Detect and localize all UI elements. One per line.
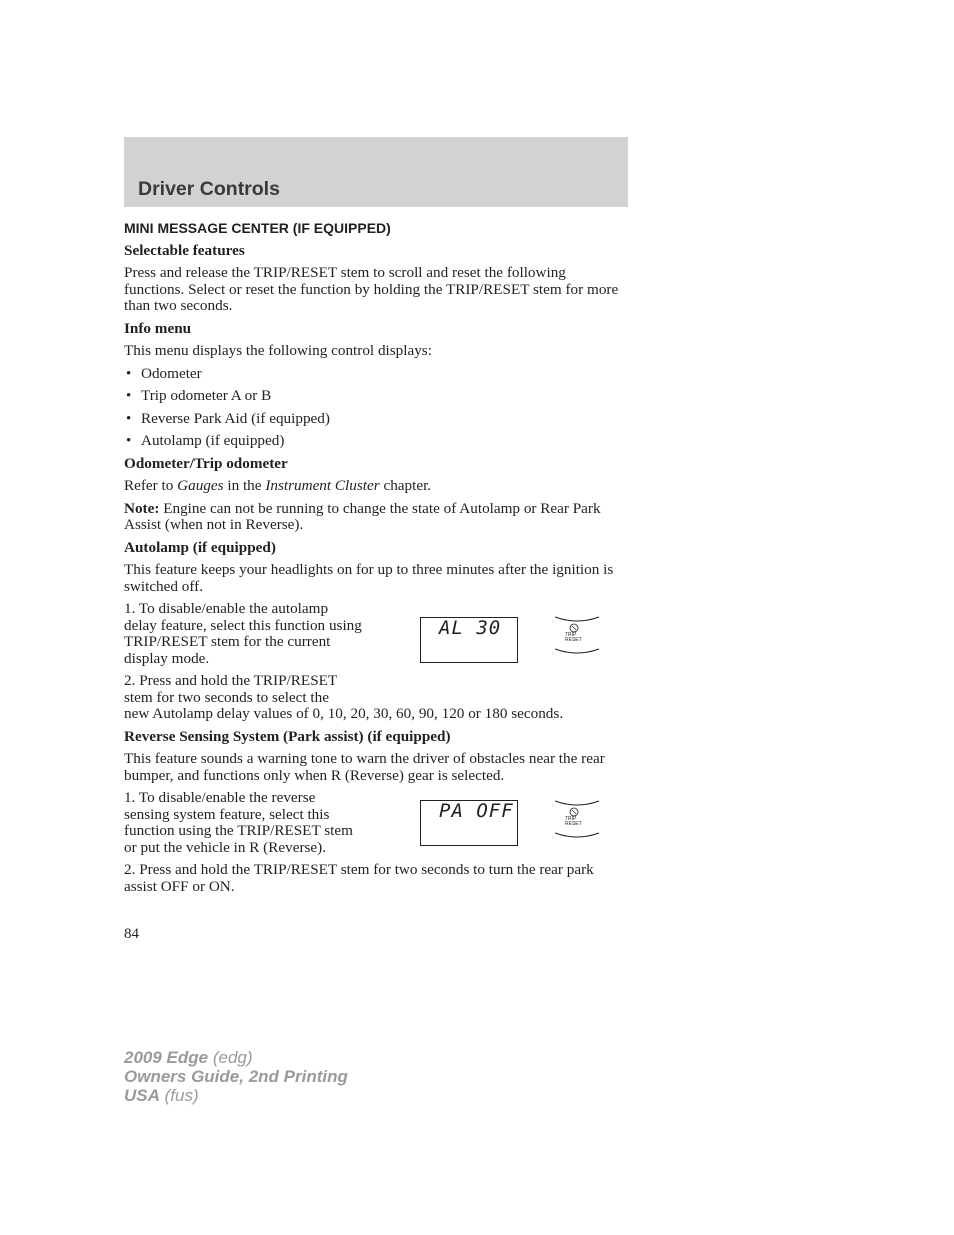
park-assist-display-readout: PA OFF (439, 800, 514, 822)
document-footer (124, 1048, 348, 1105)
reverse-sensing-text: This feature sounds a warning tone to warn the driver of obstacles near the rear bumper, and functions only when R (Reverse) gear is selected. (124, 750, 605, 784)
selectable-features-text: Press and release the TRIP/RESET stem to scroll and reset the following functions. Select or reset the function by holding the TRIP/RESET stem for more than two seconds. (124, 264, 619, 314)
odometer-heading: Odometer/Trip odometer (124, 454, 288, 472)
section-title: Driver Controls (138, 178, 280, 200)
reverse-step-1: 1. To disable/enable the reverse sensing system feature, select this function using the TRIP/RESET stem or put the vehicle in R (Reverse). (124, 789, 353, 856)
page-number: 84 (124, 926, 139, 942)
selectable-features-heading: Selectable features (124, 241, 245, 259)
park-assist-display-screen (420, 800, 518, 846)
list-item: • Odometer (124, 366, 629, 383)
list-item: • Reverse Park Aid (if equipped) (124, 411, 629, 428)
list-item: • Autolamp (if equipped) (124, 433, 629, 450)
autolamp-text: This feature keeps your headlights on for up to three minutes after the ignition is switched off. (124, 561, 614, 595)
section-header-band (124, 137, 628, 207)
info-menu-text: This menu displays the following control displays: (124, 342, 432, 359)
reverse-step-row (124, 790, 629, 856)
autolamp-step-row (124, 601, 629, 667)
footer-model: 2009 Edge (124, 1048, 209, 1067)
note-text: Note: Engine can not be running to change the state of Autolamp or Rear Park Assist (when not in Reverse). (124, 499, 601, 533)
autolamp-step-2b: new Autolamp delay values of 0, 10, 20, 30, 60, 90, 120 or 180 seconds. (124, 705, 564, 722)
footer-model-code: (edg) (208, 1048, 253, 1067)
instrument-cluster-reference: Instrument Cluster (265, 477, 380, 494)
info-menu-heading: Info menu (124, 319, 192, 337)
stem-reset-label: RESET (565, 637, 582, 643)
autolamp-display-screen (420, 617, 518, 663)
note-label: Note: (124, 499, 160, 517)
reverse-step-2: 2. Press and hold the TRIP/RESET stem for two seconds to turn the rear park assist OFF or ON. (124, 861, 594, 895)
trip-reset-stem-icon (552, 795, 602, 839)
list-item: • Trip odometer A or B (124, 388, 629, 405)
mini-message-center-heading: MINI MESSAGE CENTER (IF EQUIPPED) (124, 220, 391, 236)
autolamp-step-1: 1. To disable/enable the autolamp delay feature, select this function using TRIP/RESET stem for the current display mode. (124, 600, 362, 667)
stem-reset-label: RESET (565, 821, 582, 827)
stem-trip-label: TRIP (565, 816, 577, 822)
autolamp-display-readout: AL 30 (439, 617, 502, 639)
footer-market-code: (fus) (159, 1086, 199, 1105)
trip-reset-stem-icon (552, 611, 602, 655)
autolamp-step-2a: 2. Press and hold the TRIP/RESET stem for two seconds to select the (124, 672, 337, 706)
footer-market: USA (124, 1086, 160, 1105)
info-menu-list (124, 366, 629, 450)
stem-trip-label: TRIP (565, 632, 577, 638)
autolamp-heading: Autolamp (if equipped) (124, 538, 276, 556)
footer-guide: Owners Guide, 2nd Printing (124, 1067, 348, 1086)
page-content (124, 220, 629, 895)
gauges-reference: Gauges (177, 477, 224, 494)
reverse-sensing-heading: Reverse Sensing System (Park assist) (if equipped) (124, 727, 451, 745)
odometer-text: Refer to Gauges in the Instrument Cluster chapter. (124, 477, 432, 494)
